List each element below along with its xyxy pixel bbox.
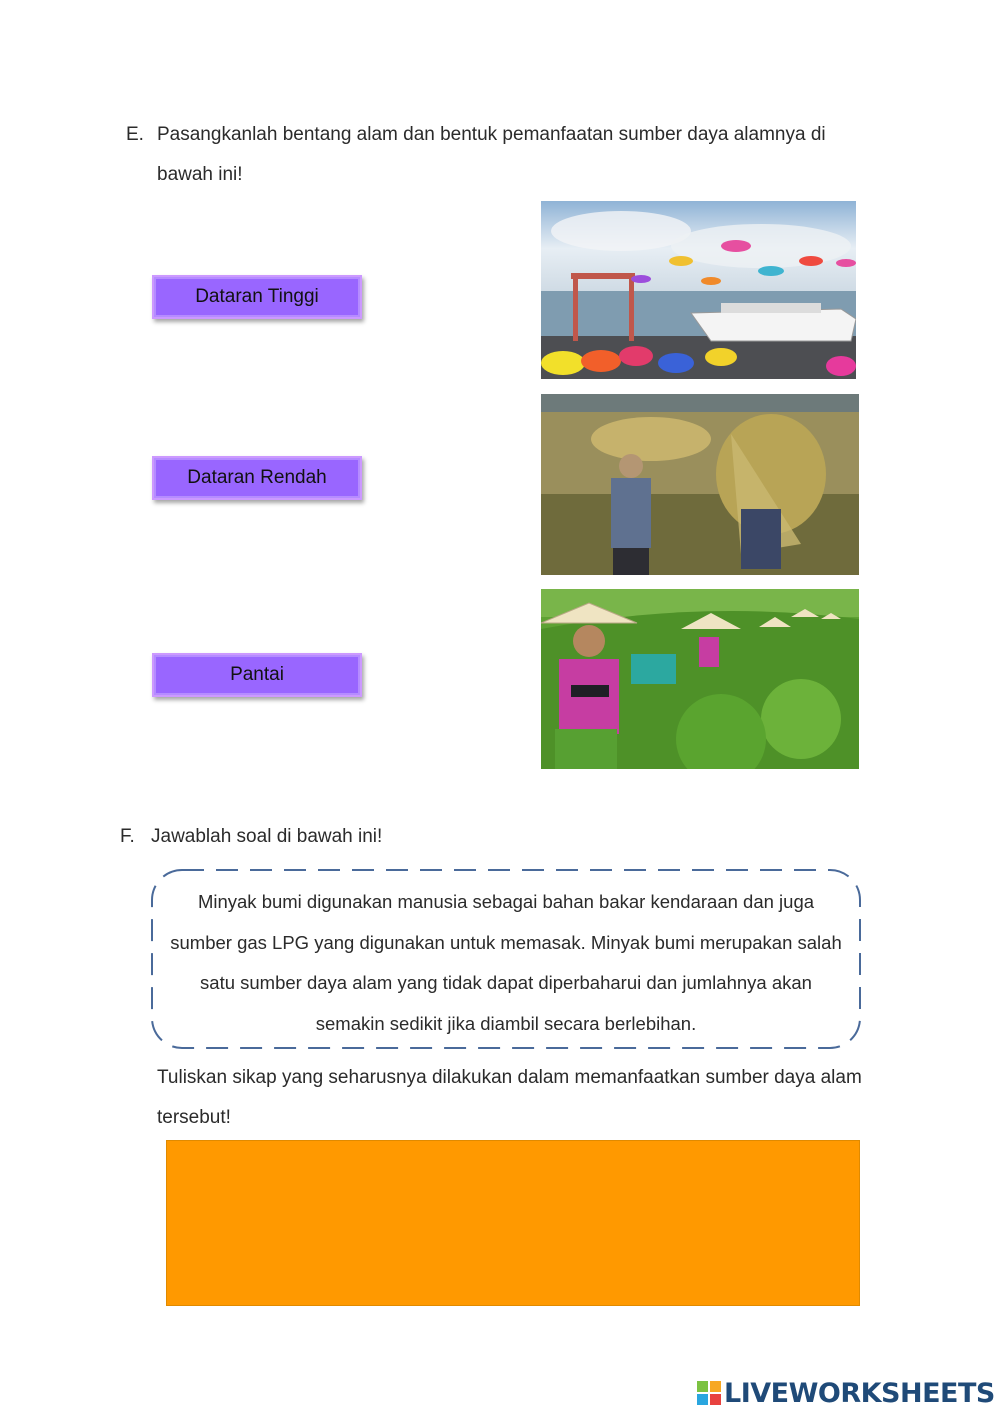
liveworksheets-logo-icon — [697, 1381, 721, 1405]
section-f-title: Jawablah soal di bawah ini! — [151, 826, 383, 847]
drag-item-label: Dataran Rendah — [187, 467, 327, 488]
question-text: Tuliskan sikap yang seharusnya dilakukan dalam memanfaatkan sumber daya alam — [157, 1067, 862, 1088]
answer-input-box[interactable] — [166, 1140, 860, 1306]
drag-item-label: Pantai — [230, 664, 284, 685]
section-e-letter: E. — [126, 124, 144, 145]
drag-item-dataran-tinggi[interactable] — [152, 275, 362, 319]
section-f-letter: F. — [120, 826, 135, 847]
tea-plantation-photo[interactable] — [541, 589, 859, 769]
rice-harvest-photo[interactable] — [541, 394, 859, 575]
drag-item-pantai[interactable] — [152, 653, 362, 697]
liveworksheets-logo — [697, 1377, 995, 1409]
beach-umbrellas-photo[interactable] — [541, 201, 856, 379]
reading-passage-text: Minyak bumi digunakan manusia sebagai bahan bakar kendaraan dan juga sumber gas LPG yang digunakan untuk memasak. Minyak bumi merupakan salah satu sumber daya alam yang tidak dapat diperbaharui dan jumlahnya akan semakin sedikit jika diambil secara berlebihan. — [170, 891, 842, 1034]
reading-passage-box — [150, 868, 862, 1050]
section-e-instruction: Pasangkanlah bentang alam dan bentuk pemanfaatan sumber daya alamnya di — [157, 124, 826, 145]
section-e-instruction-cont: bawah ini! — [157, 164, 243, 185]
drag-item-dataran-rendah[interactable] — [152, 456, 362, 500]
logo-text: LIVEWORKSHEETS — [724, 1377, 995, 1409]
drag-item-label: Dataran Tinggi — [195, 286, 319, 307]
question-text-cont: tersebut! — [157, 1107, 231, 1128]
